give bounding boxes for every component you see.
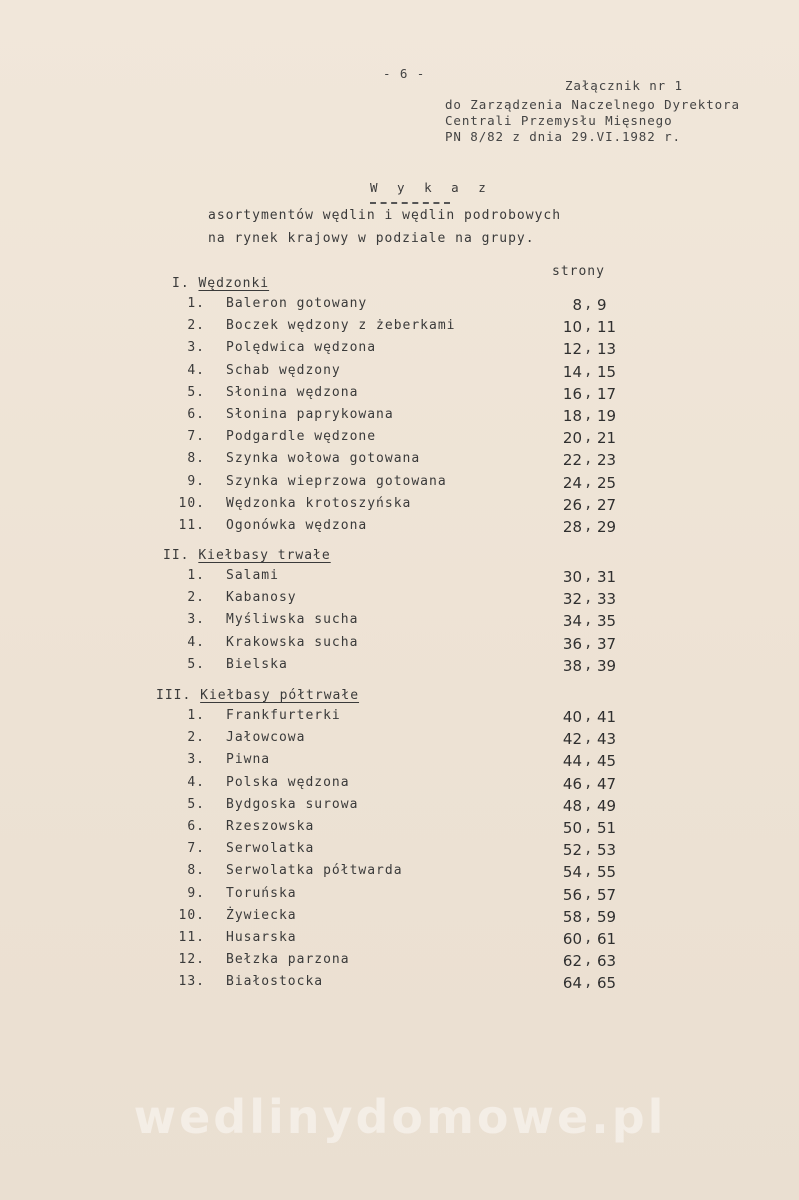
item-number: 10. <box>178 907 205 923</box>
section-numeral: III. <box>156 688 192 703</box>
item-number: 1. <box>187 568 205 583</box>
page-from: 44 <box>562 752 582 771</box>
item-name: Frankfurterki <box>226 708 341 723</box>
list-item <box>0 568 799 590</box>
item-number: 5. <box>187 656 205 672</box>
page-from: 64 <box>562 974 582 993</box>
list-item <box>0 974 799 996</box>
header-line-1: do Zarządzenia Naczelnego Dyrektora <box>445 97 740 112</box>
item-name: Myśliwska sucha <box>226 612 359 628</box>
list-item <box>0 730 799 752</box>
page-from: 56 <box>562 885 582 904</box>
page-separator: , <box>584 634 593 651</box>
item-name: Piwna <box>226 752 271 768</box>
list-item <box>0 775 799 797</box>
title-underline <box>370 202 450 204</box>
page-separator: , <box>584 318 593 335</box>
list-item <box>0 296 799 318</box>
item-number: 8. <box>187 451 205 467</box>
page-to: 63 <box>597 952 617 971</box>
item-name: Krakowska sucha <box>226 634 359 650</box>
item-number: 3. <box>187 612 205 628</box>
list-item <box>0 363 799 385</box>
item-number: 3. <box>187 340 205 356</box>
list-item <box>0 340 799 362</box>
item-name: Bielska <box>226 656 288 672</box>
item-number: 4. <box>187 362 205 378</box>
item-name: Jałowcowa <box>226 730 306 746</box>
item-number: 8. <box>187 863 205 879</box>
page-from: 42 <box>562 730 582 749</box>
section-title: Kiełbasy trwałe <box>198 548 331 563</box>
page-to: 51 <box>597 819 617 837</box>
page-separator: , <box>584 952 593 969</box>
page-separator: , <box>584 885 593 902</box>
page-to: 29 <box>597 518 617 536</box>
list-item <box>0 407 799 429</box>
section-heading <box>172 276 269 291</box>
page-to: 45 <box>597 752 617 771</box>
page-from: 38 <box>562 656 582 675</box>
page-to: 59 <box>597 907 617 926</box>
page-from: 26 <box>562 495 582 514</box>
page-separator: , <box>584 590 593 607</box>
list-item <box>0 496 799 518</box>
page-separator: , <box>584 863 593 880</box>
list-item <box>0 385 799 407</box>
page-from: 62 <box>562 952 582 971</box>
page-to: 21 <box>597 429 617 448</box>
page-separator: , <box>584 384 593 401</box>
list-item <box>0 708 799 730</box>
page-from: 22 <box>562 451 582 470</box>
page-to: 33 <box>597 590 617 609</box>
item-number: 11. <box>178 518 205 533</box>
item-number: 5. <box>187 384 205 400</box>
page-separator: , <box>584 429 593 446</box>
item-name: Bełzka parzona <box>226 952 350 968</box>
item-name: Baleron gotowany <box>226 296 368 311</box>
item-number: 11. <box>178 930 205 945</box>
page-to: 27 <box>597 495 617 514</box>
page-from: 32 <box>562 590 582 609</box>
page-from: 60 <box>562 930 582 948</box>
page-from: 24 <box>562 473 582 492</box>
item-number: 4. <box>187 634 205 650</box>
document-title: W y k a z <box>370 180 492 195</box>
page-to: 23 <box>597 451 617 470</box>
pages-column-label: strony <box>552 264 605 279</box>
page-from: 54 <box>562 863 582 882</box>
item-name: Wędzonka krotoszyńska <box>226 495 412 511</box>
page-separator: , <box>584 907 593 924</box>
list-item <box>0 952 799 974</box>
page-from: 20 <box>562 429 582 448</box>
page-from: 58 <box>562 907 582 926</box>
item-number: 7. <box>187 841 205 857</box>
page-separator: , <box>584 495 593 512</box>
item-number: 1. <box>187 708 205 723</box>
section-title: Kiełbasy półtrwałe <box>200 688 360 703</box>
item-name: Kabanosy <box>226 590 297 606</box>
page-to: 11 <box>597 318 617 337</box>
item-name: Podgardle wędzone <box>226 429 377 445</box>
page-separator: , <box>584 612 593 629</box>
subtitle-line-1: asortymentów wędlin i wędlin podrobowych <box>208 208 562 223</box>
list-item <box>0 657 799 679</box>
page-to: 39 <box>597 656 617 675</box>
item-name: Salami <box>226 568 279 583</box>
item-name: Polska wędzona <box>226 774 350 790</box>
item-number: 1. <box>187 296 205 311</box>
item-number: 5. <box>187 796 205 812</box>
item-number: 10. <box>178 495 205 511</box>
item-name: Schab wędzony <box>226 362 341 378</box>
page-to: 13 <box>597 340 617 359</box>
page-from: 40 <box>562 708 582 726</box>
page-separator: , <box>584 796 593 813</box>
header-line-2: Centrali Przemysłu Mięsnego <box>445 113 673 128</box>
page-separator: , <box>584 362 593 379</box>
list-item <box>0 635 799 657</box>
section-numeral: II. <box>163 548 190 563</box>
page-number: - 6 - <box>383 66 426 81</box>
page-from: 12 <box>562 340 582 359</box>
page-separator: , <box>584 974 593 991</box>
subtitle-line-2: na rynek krajowy w podziale na grupy. <box>208 231 535 246</box>
item-number: 9. <box>187 885 205 901</box>
list-item <box>0 930 799 952</box>
item-name: Boczek wędzony z żeberkami <box>226 318 456 334</box>
item-name: Ogonówka wędzona <box>226 518 368 533</box>
page-from: 14 <box>562 362 582 381</box>
page-from: 30 <box>562 568 582 586</box>
page-to: 53 <box>597 841 617 860</box>
watermark: wedlinydomowe.pl <box>133 1090 667 1144</box>
list-item <box>0 819 799 841</box>
page-from: 8 <box>572 296 582 314</box>
page-separator: , <box>584 774 593 791</box>
list-item <box>0 841 799 863</box>
item-name: Serwolatka <box>226 841 315 857</box>
item-name: Szynka wołowa gotowana <box>226 451 421 467</box>
page-separator: , <box>584 708 593 724</box>
header-line-3: PN 8/82 z dnia 29.VI.1982 r. <box>445 129 681 144</box>
page-to: 57 <box>597 885 617 904</box>
item-number: 9. <box>187 473 205 489</box>
item-name: Białostocka <box>226 974 324 990</box>
item-number: 2. <box>187 590 205 606</box>
list-item <box>0 886 799 908</box>
page-to: 65 <box>597 974 617 993</box>
item-number: 7. <box>187 429 205 445</box>
list-item <box>0 451 799 473</box>
page-from: 36 <box>562 634 582 653</box>
section-numeral: I. <box>172 276 190 291</box>
page-to: 49 <box>597 796 617 815</box>
item-number: 6. <box>187 819 205 834</box>
item-name: Husarska <box>226 930 297 945</box>
page-separator: , <box>584 407 593 423</box>
page-separator: , <box>584 451 593 468</box>
page-separator: , <box>584 473 593 490</box>
page-separator: , <box>584 930 593 946</box>
list-item <box>0 318 799 340</box>
list-item <box>0 518 799 540</box>
item-number: 13. <box>178 974 205 990</box>
page-to: 55 <box>597 863 617 882</box>
page-separator: , <box>584 568 593 584</box>
page-separator: , <box>584 841 593 858</box>
list-item <box>0 474 799 496</box>
list-item <box>0 590 799 612</box>
page-to: 43 <box>597 730 617 749</box>
attachment-label: Załącznik nr 1 <box>565 78 683 93</box>
page-from: 52 <box>562 841 582 860</box>
page-to: 35 <box>597 612 617 631</box>
list-item <box>0 797 799 819</box>
item-name: Słonina paprykowana <box>226 407 394 422</box>
item-name: Słonina wędzona <box>226 384 359 400</box>
page-to: 9 <box>597 296 607 314</box>
page-separator: , <box>584 656 593 673</box>
page-to: 31 <box>597 568 617 586</box>
item-number: 6. <box>187 407 205 422</box>
list-item <box>0 612 799 634</box>
page-from: 50 <box>562 819 582 837</box>
page-to: 15 <box>597 362 617 381</box>
page-separator: , <box>584 730 593 747</box>
page-from: 18 <box>562 407 582 425</box>
list-item <box>0 429 799 451</box>
list-item <box>0 908 799 930</box>
page-separator: , <box>584 518 593 534</box>
page-separator: , <box>584 296 593 312</box>
page-separator: , <box>584 340 593 357</box>
page-to: 41 <box>597 708 617 726</box>
page-to: 37 <box>597 634 617 653</box>
item-name: Polędwica wędzona <box>226 340 377 356</box>
section-heading <box>163 548 331 563</box>
page-from: 48 <box>562 796 582 815</box>
page-to: 61 <box>597 930 617 948</box>
page-from: 28 <box>562 518 582 536</box>
item-name: Serwolatka półtwarda <box>226 863 403 879</box>
item-name: Toruńska <box>226 885 297 901</box>
list-item <box>0 863 799 885</box>
section-heading <box>156 688 359 703</box>
item-name: Szynka wieprzowa gotowana <box>226 473 447 489</box>
item-name: Bydgoska surowa <box>226 796 359 812</box>
item-number: 4. <box>187 774 205 790</box>
page-from: 34 <box>562 612 582 631</box>
item-number: 2. <box>187 730 205 746</box>
item-number: 3. <box>187 752 205 768</box>
item-number: 12. <box>178 952 205 968</box>
section-title: Wędzonki <box>198 276 270 291</box>
page-to: 17 <box>597 384 617 403</box>
page-from: 16 <box>562 384 582 403</box>
page-to: 19 <box>597 407 617 425</box>
list-item <box>0 752 799 774</box>
page-from: 10 <box>562 318 582 337</box>
item-name: Rzeszowska <box>226 819 315 834</box>
page-separator: , <box>584 819 593 835</box>
item-number: 2. <box>187 318 205 334</box>
item-name: Żywiecka <box>226 907 297 923</box>
page-separator: , <box>584 752 593 769</box>
page-to: 47 <box>597 774 617 793</box>
page-to: 25 <box>597 473 617 492</box>
page-from: 46 <box>562 774 582 793</box>
